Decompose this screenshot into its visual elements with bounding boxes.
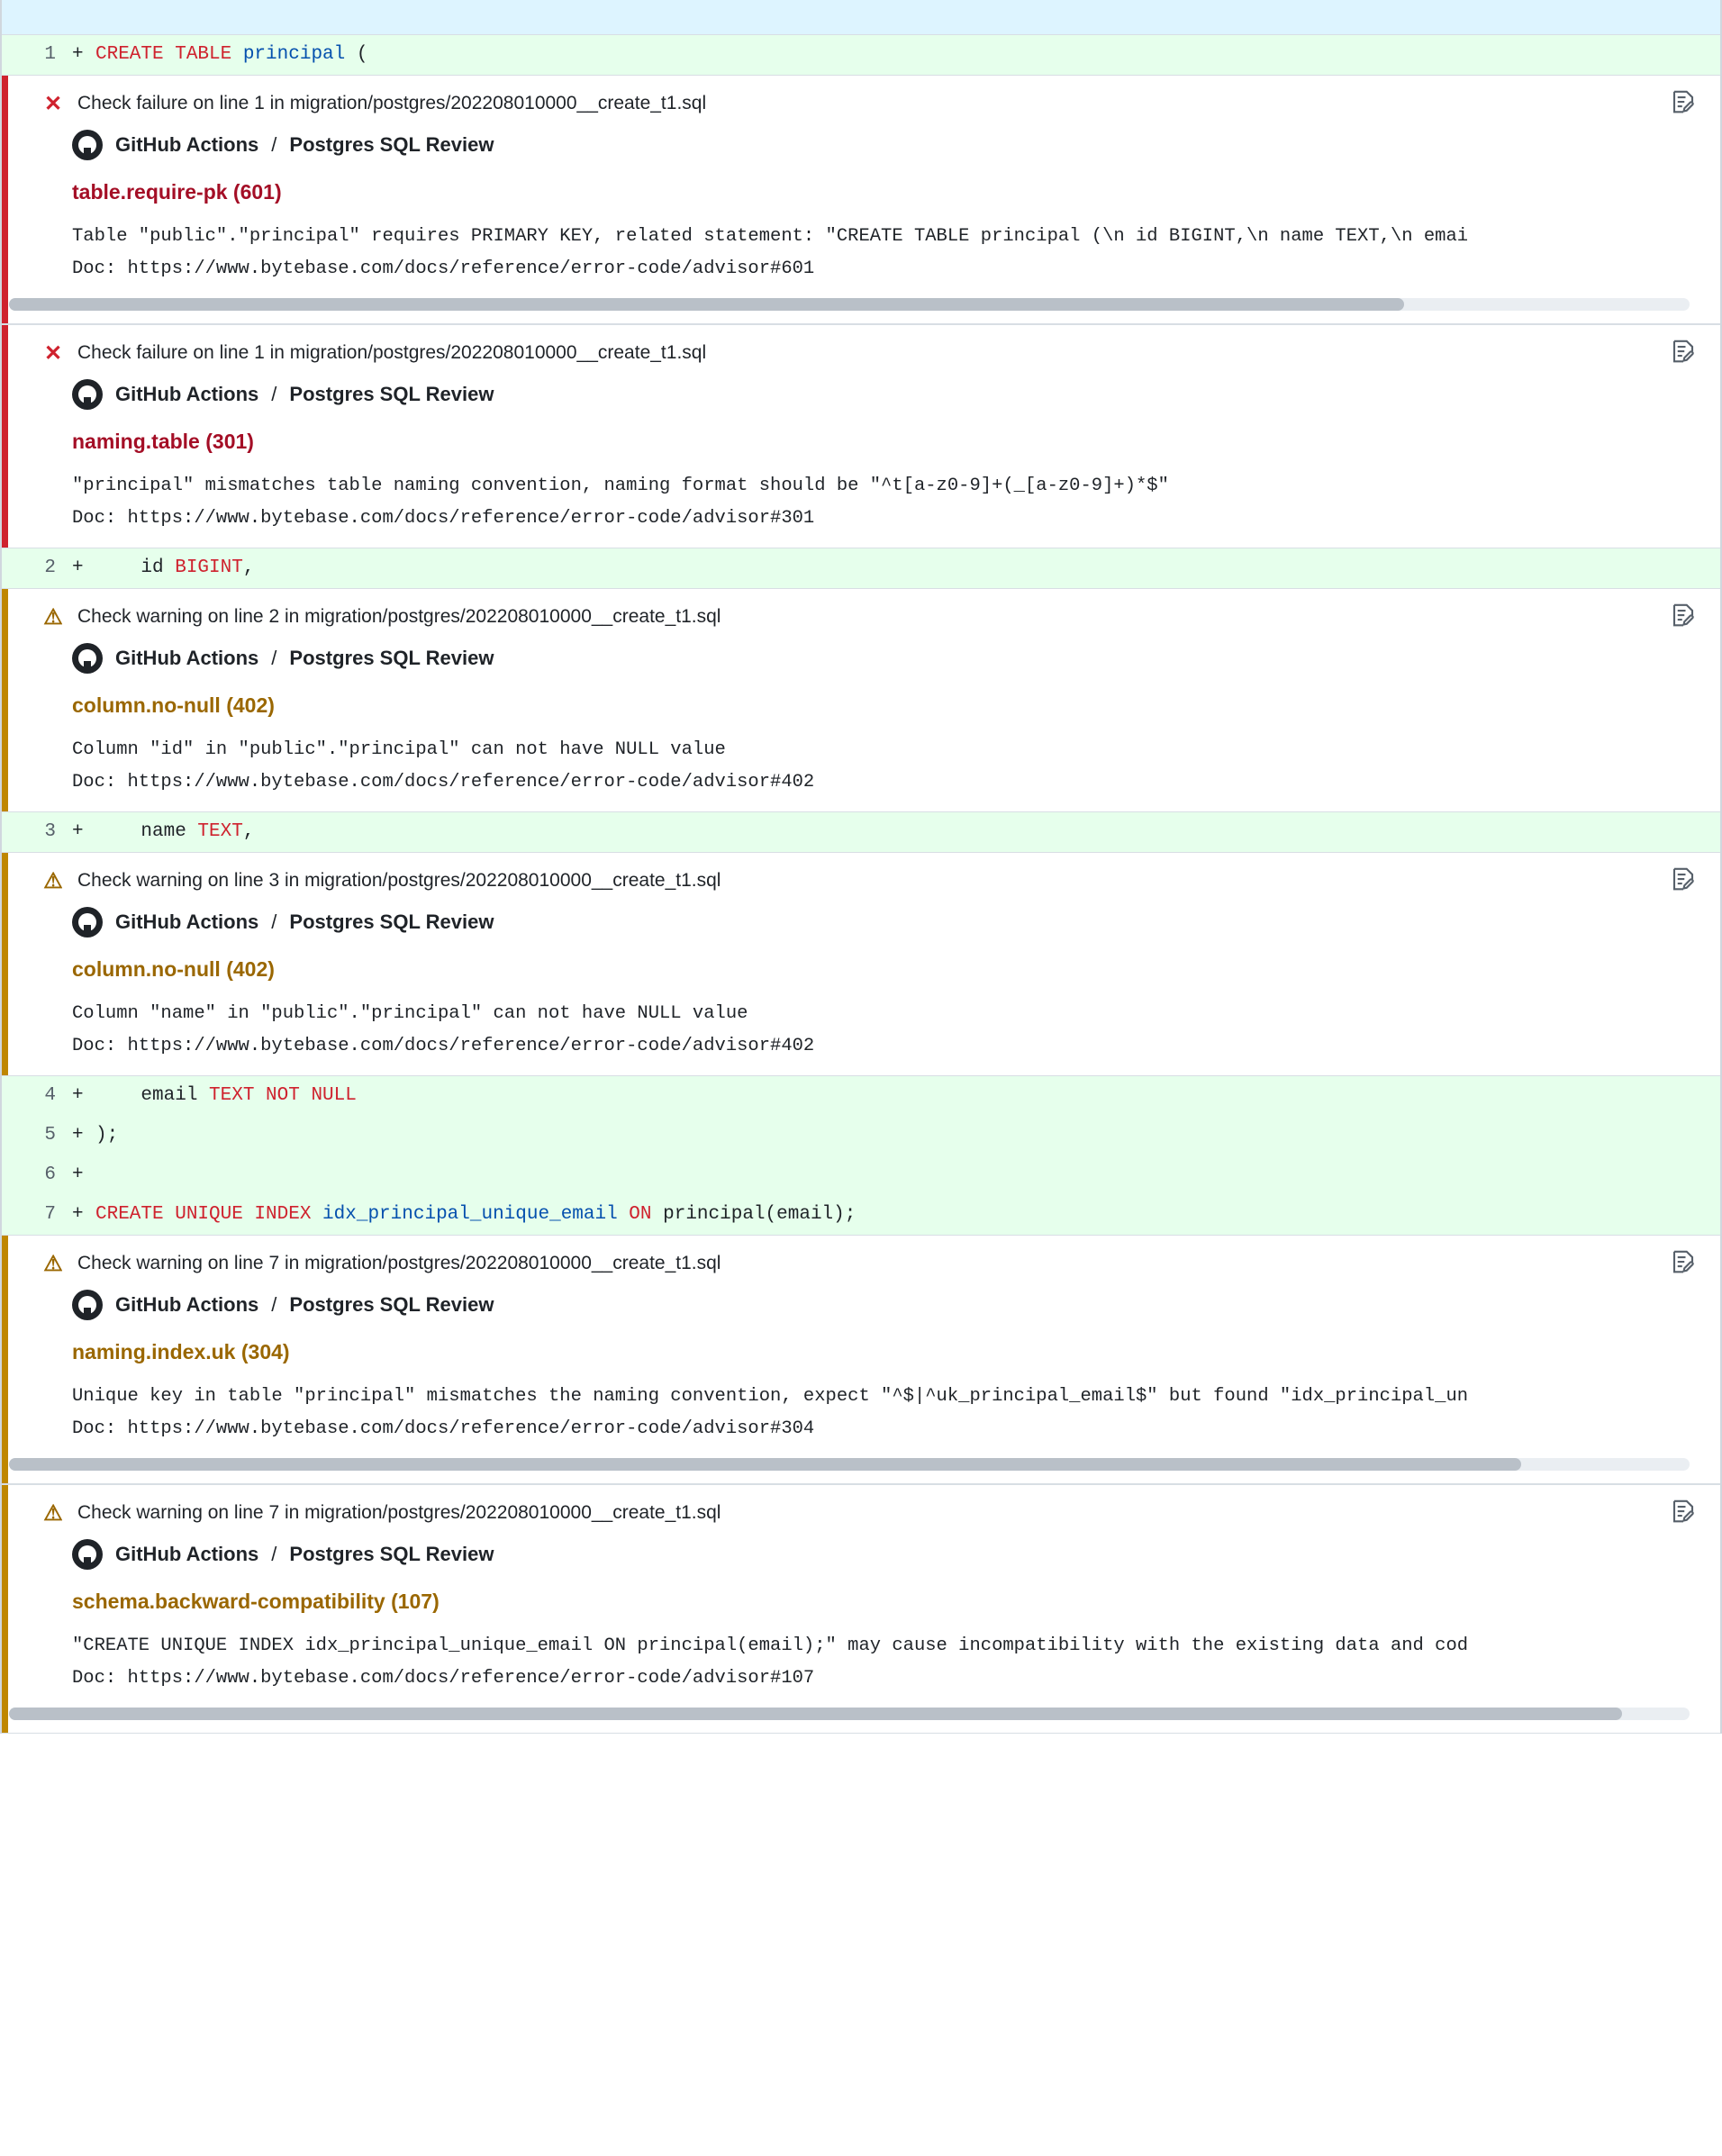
- diff-line-number[interactable]: 7: [2, 1195, 72, 1235]
- diff-line-sign: +: [72, 1164, 84, 1185]
- check-annotation-body: [2, 1501, 1720, 1695]
- check-source-separator: /: [271, 1543, 277, 1565]
- horizontal-scrollbar[interactable]: [9, 1708, 1690, 1720]
- diff-line: [2, 1195, 1720, 1235]
- check-annotation-header: [41, 341, 1693, 365]
- check-workflow-name: Postgres SQL Review: [289, 1293, 494, 1316]
- edit-note-icon[interactable]: [1670, 1498, 1697, 1525]
- code-token: principal: [242, 44, 346, 65]
- diff-line-code: [95, 1116, 1720, 1155]
- check-rule-title: naming.index.uk (304): [72, 1340, 290, 1363]
- diff-line: [2, 35, 1720, 75]
- check-annotation-location: Check warning on line 3 in migration/postgres/202208010000__create_t1.sql: [77, 870, 721, 891]
- github-mark-icon: [72, 130, 103, 160]
- check-doc-link[interactable]: Doc: https://www.bytebase.com/docs/reference/error-code/advisor#301: [72, 508, 815, 529]
- check-annotation-location: Check warning on line 7 in migration/postgres/202208010000__create_t1.sql: [77, 1502, 721, 1523]
- edit-note-icon[interactable]: [1670, 865, 1697, 892]
- github-mark-icon: [72, 1539, 103, 1570]
- code-token: BIGINT: [175, 557, 243, 578]
- check-annotation-body: [2, 605, 1720, 799]
- check-message: [41, 1630, 1693, 1695]
- check-message: [41, 998, 1693, 1063]
- check-source: [41, 907, 1693, 938]
- check-source-separator: /: [271, 383, 277, 405]
- diff-line: [2, 812, 1720, 852]
- code-token: id: [95, 557, 176, 578]
- code-token: ,: [242, 557, 255, 578]
- diff-line-code: [95, 35, 1720, 75]
- edit-note-icon[interactable]: [1670, 88, 1697, 115]
- diff-line-sign: +: [72, 821, 84, 842]
- check-rule-title: column.no-null (402): [72, 693, 275, 717]
- diff-line-code: [95, 812, 1720, 852]
- check-source-separator: /: [271, 1293, 277, 1316]
- code-token: (: [345, 44, 368, 65]
- diff-hunk-header: [2, 0, 1720, 35]
- check-annotation: [2, 852, 1720, 1076]
- diff-line-number[interactable]: 4: [2, 1076, 72, 1116]
- code-token: name: [95, 821, 198, 842]
- check-app-name: GitHub Actions: [115, 1543, 259, 1565]
- check-source-separator: /: [271, 910, 277, 933]
- check-annotation-body: [2, 92, 1720, 285]
- check-annotation-body: [2, 341, 1720, 535]
- check-message-text: "CREATE UNIQUE INDEX idx_principal_unique_email ON principal(email);" may cause incompatibility with the existing data and cod: [72, 1635, 1469, 1656]
- check-annotation-header: [41, 605, 1693, 629]
- edit-note-icon[interactable]: [1670, 338, 1697, 365]
- scrollbar-thumb[interactable]: [9, 298, 1404, 311]
- check-source: [41, 1539, 1693, 1570]
- check-workflow-name: Postgres SQL Review: [289, 133, 494, 156]
- check-annotation: [2, 1484, 1720, 1734]
- check-doc-link[interactable]: Doc: https://www.bytebase.com/docs/reference/error-code/advisor#107: [72, 1668, 815, 1689]
- check-message-text: Column "name" in "public"."principal" can not have NULL value: [72, 1003, 748, 1024]
- edit-note-icon[interactable]: [1670, 1248, 1697, 1275]
- check-doc-link[interactable]: Doc: https://www.bytebase.com/docs/reference/error-code/advisor#601: [72, 258, 815, 279]
- code-token: );: [95, 1125, 119, 1146]
- check-app-name: GitHub Actions: [115, 133, 259, 156]
- diff-line-sign: +: [72, 1125, 84, 1146]
- code-token: TEXT NOT NULL: [209, 1085, 357, 1106]
- check-workflow-name: Postgres SQL Review: [289, 1543, 494, 1565]
- diff-line: [2, 1116, 1720, 1155]
- diff-line-number[interactable]: 5: [2, 1116, 72, 1155]
- warning-icon: ⚠: [43, 1251, 63, 1276]
- diff-line-sign: +: [72, 1204, 84, 1225]
- code-token: ,: [242, 821, 255, 842]
- check-workflow-name: Postgres SQL Review: [289, 647, 494, 669]
- code-token: ON: [617, 1204, 652, 1225]
- check-message-text: Column "id" in "public"."principal" can not have NULL value: [72, 739, 726, 760]
- check-source: [41, 1290, 1693, 1320]
- check-workflow-name: Postgres SQL Review: [289, 910, 494, 933]
- check-app-name: GitHub Actions: [115, 1293, 259, 1316]
- check-rule-title: naming.table (301): [72, 430, 254, 453]
- diff-line-number[interactable]: 3: [2, 812, 72, 852]
- diff-line-number[interactable]: 1: [2, 35, 72, 75]
- github-mark-icon: [72, 643, 103, 674]
- check-app-name: GitHub Actions: [115, 647, 259, 669]
- check-rule-title: column.no-null (402): [72, 957, 275, 981]
- diff-line: [2, 1076, 1720, 1116]
- diff-line-code: [95, 1195, 1720, 1235]
- edit-note-icon[interactable]: [1670, 602, 1697, 629]
- check-annotation-body: [2, 869, 1720, 1063]
- diff-line: [2, 1155, 1720, 1195]
- check-annotation-header: [41, 1252, 1693, 1275]
- github-mark-icon: [72, 907, 103, 938]
- horizontal-scrollbar[interactable]: [9, 1458, 1690, 1471]
- check-message-text: Unique key in table "principal" mismatches the naming convention, expect "^$|^uk_principal_email$" but found "idx_principal_un: [72, 1386, 1469, 1407]
- check-annotation-location: Check failure on line 1 in migration/postgres/202208010000__create_t1.sql: [77, 93, 707, 113]
- diff-line-code: [95, 548, 1720, 588]
- check-annotation-location: Check warning on line 7 in migration/postgres/202208010000__create_t1.sql: [77, 1253, 721, 1273]
- check-source: [41, 130, 1693, 160]
- check-source-separator: /: [271, 647, 277, 669]
- diff-line-sign: +: [72, 44, 84, 65]
- check-app-name: GitHub Actions: [115, 383, 259, 405]
- check-workflow-name: Postgres SQL Review: [289, 383, 494, 405]
- warning-icon: ⚠: [43, 604, 63, 630]
- github-mark-icon: [72, 1290, 103, 1320]
- diff-line-number[interactable]: 2: [2, 548, 72, 588]
- scrollbar-thumb[interactable]: [9, 1458, 1521, 1471]
- check-annotation: [2, 75, 1720, 324]
- check-message: [41, 734, 1693, 799]
- code-token: CREATE TABLE: [95, 44, 243, 65]
- scrollbar-thumb[interactable]: [9, 1708, 1622, 1720]
- warning-icon: ⚠: [43, 1500, 63, 1526]
- check-source-separator: /: [271, 133, 277, 156]
- horizontal-scrollbar[interactable]: [9, 298, 1690, 311]
- check-annotation-header: [41, 869, 1693, 892]
- check-source: [41, 379, 1693, 410]
- diff-annotation-stream: [2, 35, 1720, 1734]
- github-mark-icon: [72, 379, 103, 410]
- code-token: CREATE UNIQUE INDEX: [95, 1204, 323, 1225]
- diff-line-sign: +: [72, 557, 84, 578]
- code-token: email: [95, 1085, 210, 1106]
- code-token: TEXT: [197, 821, 243, 842]
- check-message: [41, 221, 1693, 285]
- check-annotation-body: [2, 1252, 1720, 1445]
- check-doc-link[interactable]: Doc: https://www.bytebase.com/docs/reference/error-code/advisor#402: [72, 1036, 815, 1056]
- check-rule-title: schema.backward-compatibility (107): [72, 1590, 440, 1613]
- check-annotation-location: Check failure on line 1 in migration/postgres/202208010000__create_t1.sql: [77, 342, 707, 363]
- code-token: principal(email);: [651, 1204, 856, 1225]
- check-message-text: "principal" mismatches table naming convention, naming format should be "^t[a-z0-9]+(_[a-z0-9]+)*$": [72, 476, 1169, 496]
- check-message-text: Table "public"."principal" requires PRIMARY KEY, related statement: "CREATE TABLE principal (\n id BIGINT,\n name TEXT,\n emai: [72, 226, 1469, 247]
- check-doc-link[interactable]: Doc: https://www.bytebase.com/docs/reference/error-code/advisor#402: [72, 772, 815, 793]
- check-message: [41, 1381, 1693, 1445]
- check-annotation: [2, 1235, 1720, 1484]
- check-app-name: GitHub Actions: [115, 910, 259, 933]
- diff-line-number[interactable]: 6: [2, 1155, 72, 1195]
- diff-line-code: [95, 1076, 1720, 1116]
- code-token: idx_principal_unique_email: [322, 1204, 618, 1225]
- check-annotation-header: [41, 1501, 1693, 1525]
- diff-line: [2, 548, 1720, 588]
- failure-icon: ✕: [43, 340, 63, 366]
- check-annotation: [2, 588, 1720, 812]
- check-annotation-header: [41, 92, 1693, 115]
- check-rule-title: table.require-pk (601): [72, 180, 282, 204]
- warning-icon: ⚠: [43, 868, 63, 893]
- check-source: [41, 643, 1693, 674]
- check-annotation: [2, 324, 1720, 548]
- check-doc-link[interactable]: Doc: https://www.bytebase.com/docs/reference/error-code/advisor#304: [72, 1418, 815, 1439]
- check-annotation-location: Check warning on line 2 in migration/postgres/202208010000__create_t1.sql: [77, 606, 721, 627]
- check-message: [41, 470, 1693, 535]
- failure-icon: ✕: [43, 91, 63, 116]
- diff-line-sign: +: [72, 1085, 84, 1106]
